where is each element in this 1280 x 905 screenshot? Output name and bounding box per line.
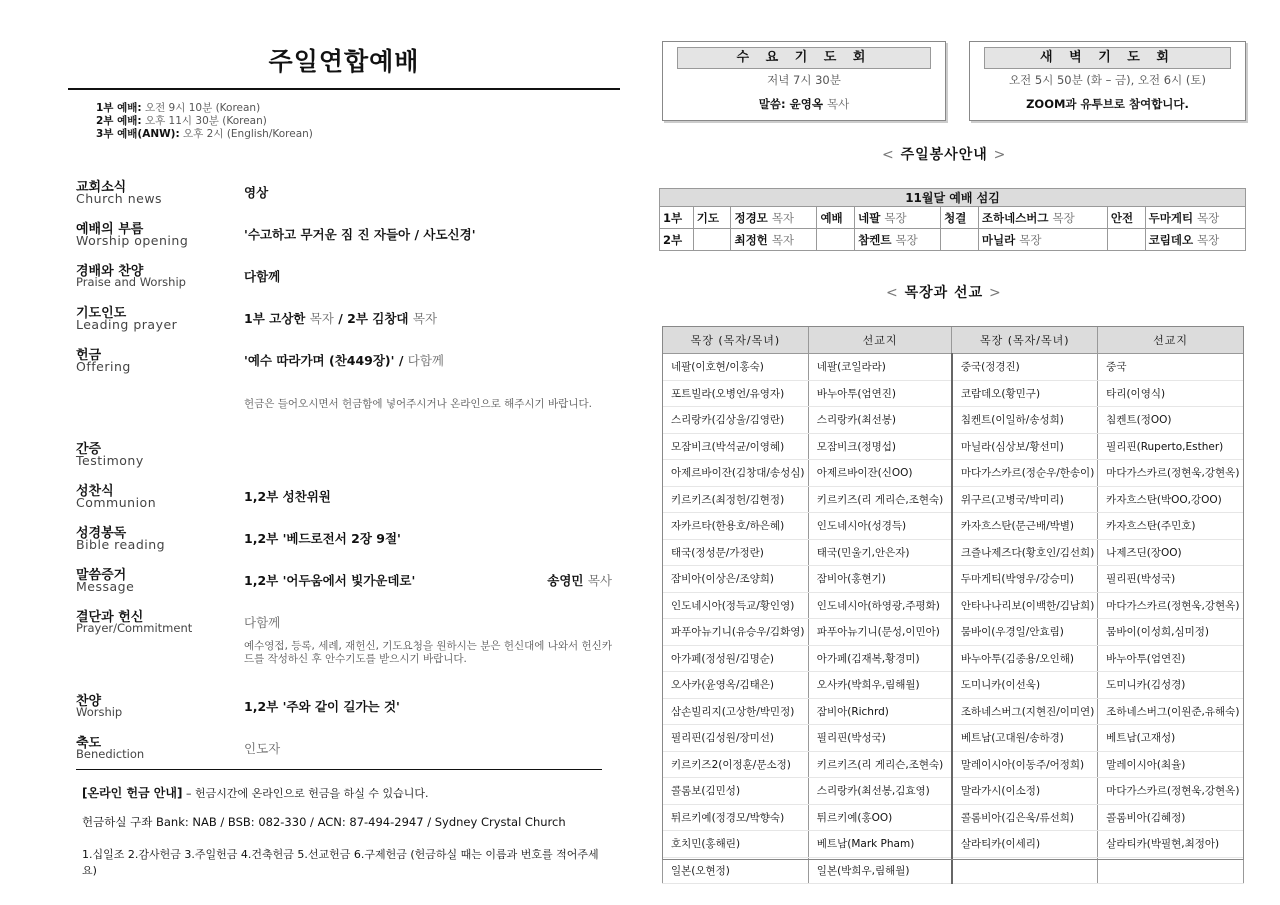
online-heading: [온라인 헌금 안내] – 헌금시간에 온라인으로 헌금을 하실 수 있습니다. <box>82 786 429 800</box>
table-cell: 바누아투(김종용/오인해) <box>952 645 1098 672</box>
table-cell: 스리랑카(최선봉,김효영) <box>808 778 952 805</box>
table-cell: 아가페(김재복,황경미) <box>808 645 952 672</box>
table-row <box>663 857 1244 884</box>
table-cell: 말레이시아(최율) <box>1098 751 1244 778</box>
table-cell: 바누아투(엄연진) <box>808 380 952 407</box>
table-cell: 마다가스카르(정현욱,강현옥) <box>1098 778 1244 805</box>
table-cell: 일본(오현정) <box>663 857 809 884</box>
table-cell: 호치민(홍해린) <box>663 831 809 858</box>
table-row <box>663 619 1244 646</box>
table-row <box>663 433 1244 460</box>
table-cell: 잠비아(홍현기) <box>808 566 952 593</box>
online-account: 헌금하실 구좌 Bank: NAB / BSB: 082-330 / ACN: 87-494-2947 / Sydney Crystal Church <box>82 815 566 829</box>
header-cell: 선교지 <box>1098 327 1244 354</box>
table-cell: 바누아투(엄연진) <box>1098 645 1244 672</box>
table-cell: 스리랑카(최선봉) <box>808 407 952 434</box>
table-row <box>663 698 1244 725</box>
table-cell <box>952 857 1098 884</box>
table-row <box>663 566 1244 593</box>
table-cell: 키르키즈(리 게리슨,조현숙) <box>808 486 952 513</box>
table-cell: 아가페(정성원/김명순) <box>663 645 809 672</box>
mission-section-heading: < 목장과 선교 > <box>886 285 1002 301</box>
table-cell: 파푸아뉴기니(문성,이민아) <box>808 619 952 646</box>
table-cell: 아제르바이잔(신OO) <box>808 460 952 487</box>
table-cell: 오사카(윤영옥/김태은) <box>663 672 809 699</box>
online-categories: 1.십일조 2.감사헌금 3.주일헌금 4.건축헌금 5.선교헌금 6.구제헌금 (헌금하실 때는 이름과 번호를 적어주세요) <box>82 848 599 877</box>
dawn-prayer-box <box>969 41 1246 121</box>
mission-table <box>662 326 1244 884</box>
table-row <box>663 831 1244 858</box>
table-row <box>663 725 1244 752</box>
table-cell: 안타나나리보(이백한/김남희) <box>952 592 1098 619</box>
dawn-note: ZOOM과 유투브로 참여합니다. <box>1026 97 1189 111</box>
table-cell: 키르키즈(리 게리슨,조현숙) <box>808 751 952 778</box>
table-cell: 키르키즈2(이정훈/문소정) <box>663 751 809 778</box>
header-cell: 목장 (목자/목녀) <box>952 327 1098 354</box>
table-cell: 필리핀(김성원/장미선) <box>663 725 809 752</box>
online-divider <box>76 769 602 770</box>
table-cell: 마다가스카르(정현욱,강현옥) <box>1098 592 1244 619</box>
table-cell: 네팔(이호현/이홍숙) <box>663 354 809 381</box>
table-cell: 네팔(코일라라) <box>808 354 952 381</box>
service-times <box>96 102 620 141</box>
table-cell: 콜롬비아(김은욱/류선희) <box>952 804 1098 831</box>
table-cell: 두마게티(박영우/강승미) <box>952 566 1098 593</box>
service-time-3: 3부 예배(ANW): 오후 2시 (English/Korean) <box>96 128 313 140</box>
table-cell: 마다가스카르(정순우/한송이) <box>952 460 1098 487</box>
table-cell: 조하네스버그(이원준,유해숙) <box>1098 698 1244 725</box>
service-time-2: 2부 예배: 오후 11시 30분 (Korean) <box>96 115 267 127</box>
table-cell: 중국 <box>1098 354 1244 381</box>
table-cell: 뭄바이(우경일/안효림) <box>952 619 1098 646</box>
table-cell: 태국(정성문/가정란) <box>663 539 809 566</box>
table-cell: 침켄트(이일하/송성희) <box>952 407 1098 434</box>
table-cell: 조하네스버그(지현진/이미연) <box>952 698 1098 725</box>
table-cell: 카자흐스탄(박OO,강OO) <box>1098 486 1244 513</box>
table-row <box>663 513 1244 540</box>
table-cell: 오사카(박희우,림해월) <box>808 672 952 699</box>
table-cell: 나제즈딘(장OO) <box>1098 539 1244 566</box>
table-cell: 크즐나제즈다(황호인/김선희) <box>952 539 1098 566</box>
table-row <box>663 539 1244 566</box>
serve-section-heading: < 주일봉사안내 > <box>882 147 1007 163</box>
table-cell: 카자흐스탄(문근배/박별) <box>952 513 1098 540</box>
online-offering-info <box>76 769 602 878</box>
table-cell: 아제르바이잔(김창대/송성심) <box>663 460 809 487</box>
table-cell: 살라티카(이세리) <box>952 831 1098 858</box>
table-cell: 태국(민울기,안은자) <box>808 539 952 566</box>
table-cell: 모잠비크(박석균/이영혜) <box>663 433 809 460</box>
table-cell: 모잠비크(정명섭) <box>808 433 952 460</box>
table-cell: 뭄바이(이성희,심미정) <box>1098 619 1244 646</box>
table-cell: 필리핀(박성국) <box>1098 566 1244 593</box>
message-speaker: 송영민 목사 <box>547 573 612 588</box>
table-cell: 일본(박희우,림해월) <box>808 857 952 884</box>
table-cell: 필리핀(Ruperto,Esther) <box>1098 433 1244 460</box>
table-cell: 타리(이영식) <box>1098 380 1244 407</box>
header-cell: 목장 (목자/목녀) <box>663 327 809 354</box>
table-cell: 카자흐스탄(주민호) <box>1098 513 1244 540</box>
table-cell: 코람데오(황민구) <box>952 380 1098 407</box>
wednesday-prayer-box <box>662 41 946 121</box>
table-cell: 베트남(고재성) <box>1098 725 1244 752</box>
wednesday-time: 저녁 7시 30분 <box>767 73 841 87</box>
table-cell: 마닐라(심상보/황선미) <box>952 433 1098 460</box>
table-row <box>663 460 1244 487</box>
title-divider <box>68 88 620 90</box>
table-row <box>663 778 1244 805</box>
dawn-time: 오전 5시 50분 (화 – 금), 오전 6시 (토) <box>1009 73 1206 87</box>
table-row <box>663 645 1244 672</box>
offering-note: 헌금은 들어오시면서 헌금함에 넣어주시거나 온라인으로 해주시기 바랍니다. <box>244 398 592 410</box>
table-row <box>663 751 1244 778</box>
table-cell: 포트빌라(오병언/유영자) <box>663 380 809 407</box>
table-cell: 콜롬보(김민성) <box>663 778 809 805</box>
table-row <box>663 486 1244 513</box>
table-cell: 마다가스카르(정현욱,강현옥) <box>1098 460 1244 487</box>
dawn-heading: 새 벽 기 도 회 <box>984 47 1231 69</box>
table-cell: 잠비아(Richrd) <box>808 698 952 725</box>
table-cell: 인도네시아(하영광,주평화) <box>808 592 952 619</box>
wednesday-speaker: 말씀: 윤영옥 목사 <box>758 97 850 111</box>
table-cell: 자카르타(한용호/하은혜) <box>663 513 809 540</box>
page-title: 주일연합예배 <box>268 47 420 76</box>
table-row <box>663 592 1244 619</box>
mission-table-header <box>663 327 1244 354</box>
table-cell: 튀르키예(홍OO) <box>808 804 952 831</box>
table-row <box>663 354 1244 381</box>
serve-table-header: 11월달 예배 섬김 <box>660 189 1246 207</box>
service-time-1: 1부 예배: 오전 9시 10분 (Korean) <box>96 102 261 114</box>
table-row <box>663 380 1244 407</box>
commitment-note: 예수영접, 등록, 세례, 재헌신, 기도요청을 원하시는 분은 헌신대에 나와서 헌신카드를 작성하신 후 안수기도를 받으시기 바랍니다. <box>244 640 612 665</box>
table-cell: 베트남(Mark Pham) <box>808 831 952 858</box>
serve-table <box>659 188 1246 251</box>
table-cell: 스리랑카(김상울/김영란) <box>663 407 809 434</box>
table-row: 1부 기도 정경모 목자 예배 네팔 목장 청결 조하네스버그 목장 안전 두마게티 목장 <box>660 207 1246 229</box>
table-cell: 도미니카(김성경) <box>1098 672 1244 699</box>
table-cell: 살라티카(박필현,최정아) <box>1098 831 1244 858</box>
table-cell: 잠비아(이상은/조양희) <box>663 566 809 593</box>
table-cell: 침켄트(정OO) <box>1098 407 1244 434</box>
table-cell: 말라가시(이소정) <box>952 778 1098 805</box>
table-row <box>663 672 1244 699</box>
table-cell: 필리핀(박성국) <box>808 725 952 752</box>
wednesday-heading: 수 요 기 도 회 <box>677 47 931 69</box>
header-cell: 선교지 <box>808 327 952 354</box>
table-cell: 베트남(고대원/송하경) <box>952 725 1098 752</box>
table-cell: 인도네시아(정득교/황인영) <box>663 592 809 619</box>
table-cell: 파푸아뉴기니(유승우/김화영) <box>663 619 809 646</box>
table-cell: 튀르키예(정경모/박향숙) <box>663 804 809 831</box>
table-cell: 위구르(고병국/박미리) <box>952 486 1098 513</box>
table-row <box>663 804 1244 831</box>
table-cell: 도미니카(이선욱) <box>952 672 1098 699</box>
table-cell: 키르키즈(최정헌/김현정) <box>663 486 809 513</box>
table-row: 2부 최정헌 목자 참켄트 목장 마닐라 목장 코림데오 목장 <box>660 229 1246 251</box>
table-cell <box>1098 857 1244 884</box>
table-cell: 인도네시아(성경득) <box>808 513 952 540</box>
table-cell: 삼손빌리지(고상한/박민정) <box>663 698 809 725</box>
table-row <box>663 407 1244 434</box>
table-cell: 중국(정경진) <box>952 354 1098 381</box>
table-cell: 말레이시아(이동주/어정희) <box>952 751 1098 778</box>
bulletin-left-page: 주일연합예배 1부 예배: 오전 9시 10분 (Korean) 2부 예배: 오후 11시 30분 (Korean) 3부 예배(ANW): 오후 2시 (English/Korean) 교회소식 Church news 영상 예배의 부름 Worship opening '수고하고 무거운 짐 진 자들아 / 사도신경' 경배와 찬양 Praise and Worship 다함께 기도인도 Leading prayer 1부 고상한 목자 / 2부 김창대 목자 헌금 Offering '예수 따라가며 (찬449장)' / 다함께 헌금은 들어오시면서 헌금함에 넣어주시거나 온라인으로 해주시기 바랍니다. 간증 Testimony 성찬식 Communion 1,2부 성찬위원 성경봉독 Bible reading 1,2부 '베드로전서 2장 9절' 말씀증거 Message 1,2부 '어두움에서 빛가운데로' 송영민 목사 결단과 헌신 Prayer/Commitment 다함께 예수영접, 등록, 세례, 재헌신, 기도요청을 원하시는 분은 헌신대에 나와서 헌신카드를 작성하신 후 안수기도를 받으시기 바랍니다. 찬양 Worship 1,2부 '주와 같이 길가는 것' 축도 Benediction 인도자 [온라인 헌금 안내] – 헌금시간에 온라인으로 헌금을 하실 수 있습니다. 헌금하실 구좌 Bank: NAB / BSB: 082-330 / ACN: 87-494-2947 / Sydney Crystal Church 1.십일조 2.감사헌금 3.주일헌금 4.건축헌금 5.선교헌금 6.구제헌금 (헌금하실 때는 이름과 번호를 적어주세요) <box>68 36 620 141</box>
table-cell: 콜롬비아(김혜정) <box>1098 804 1244 831</box>
